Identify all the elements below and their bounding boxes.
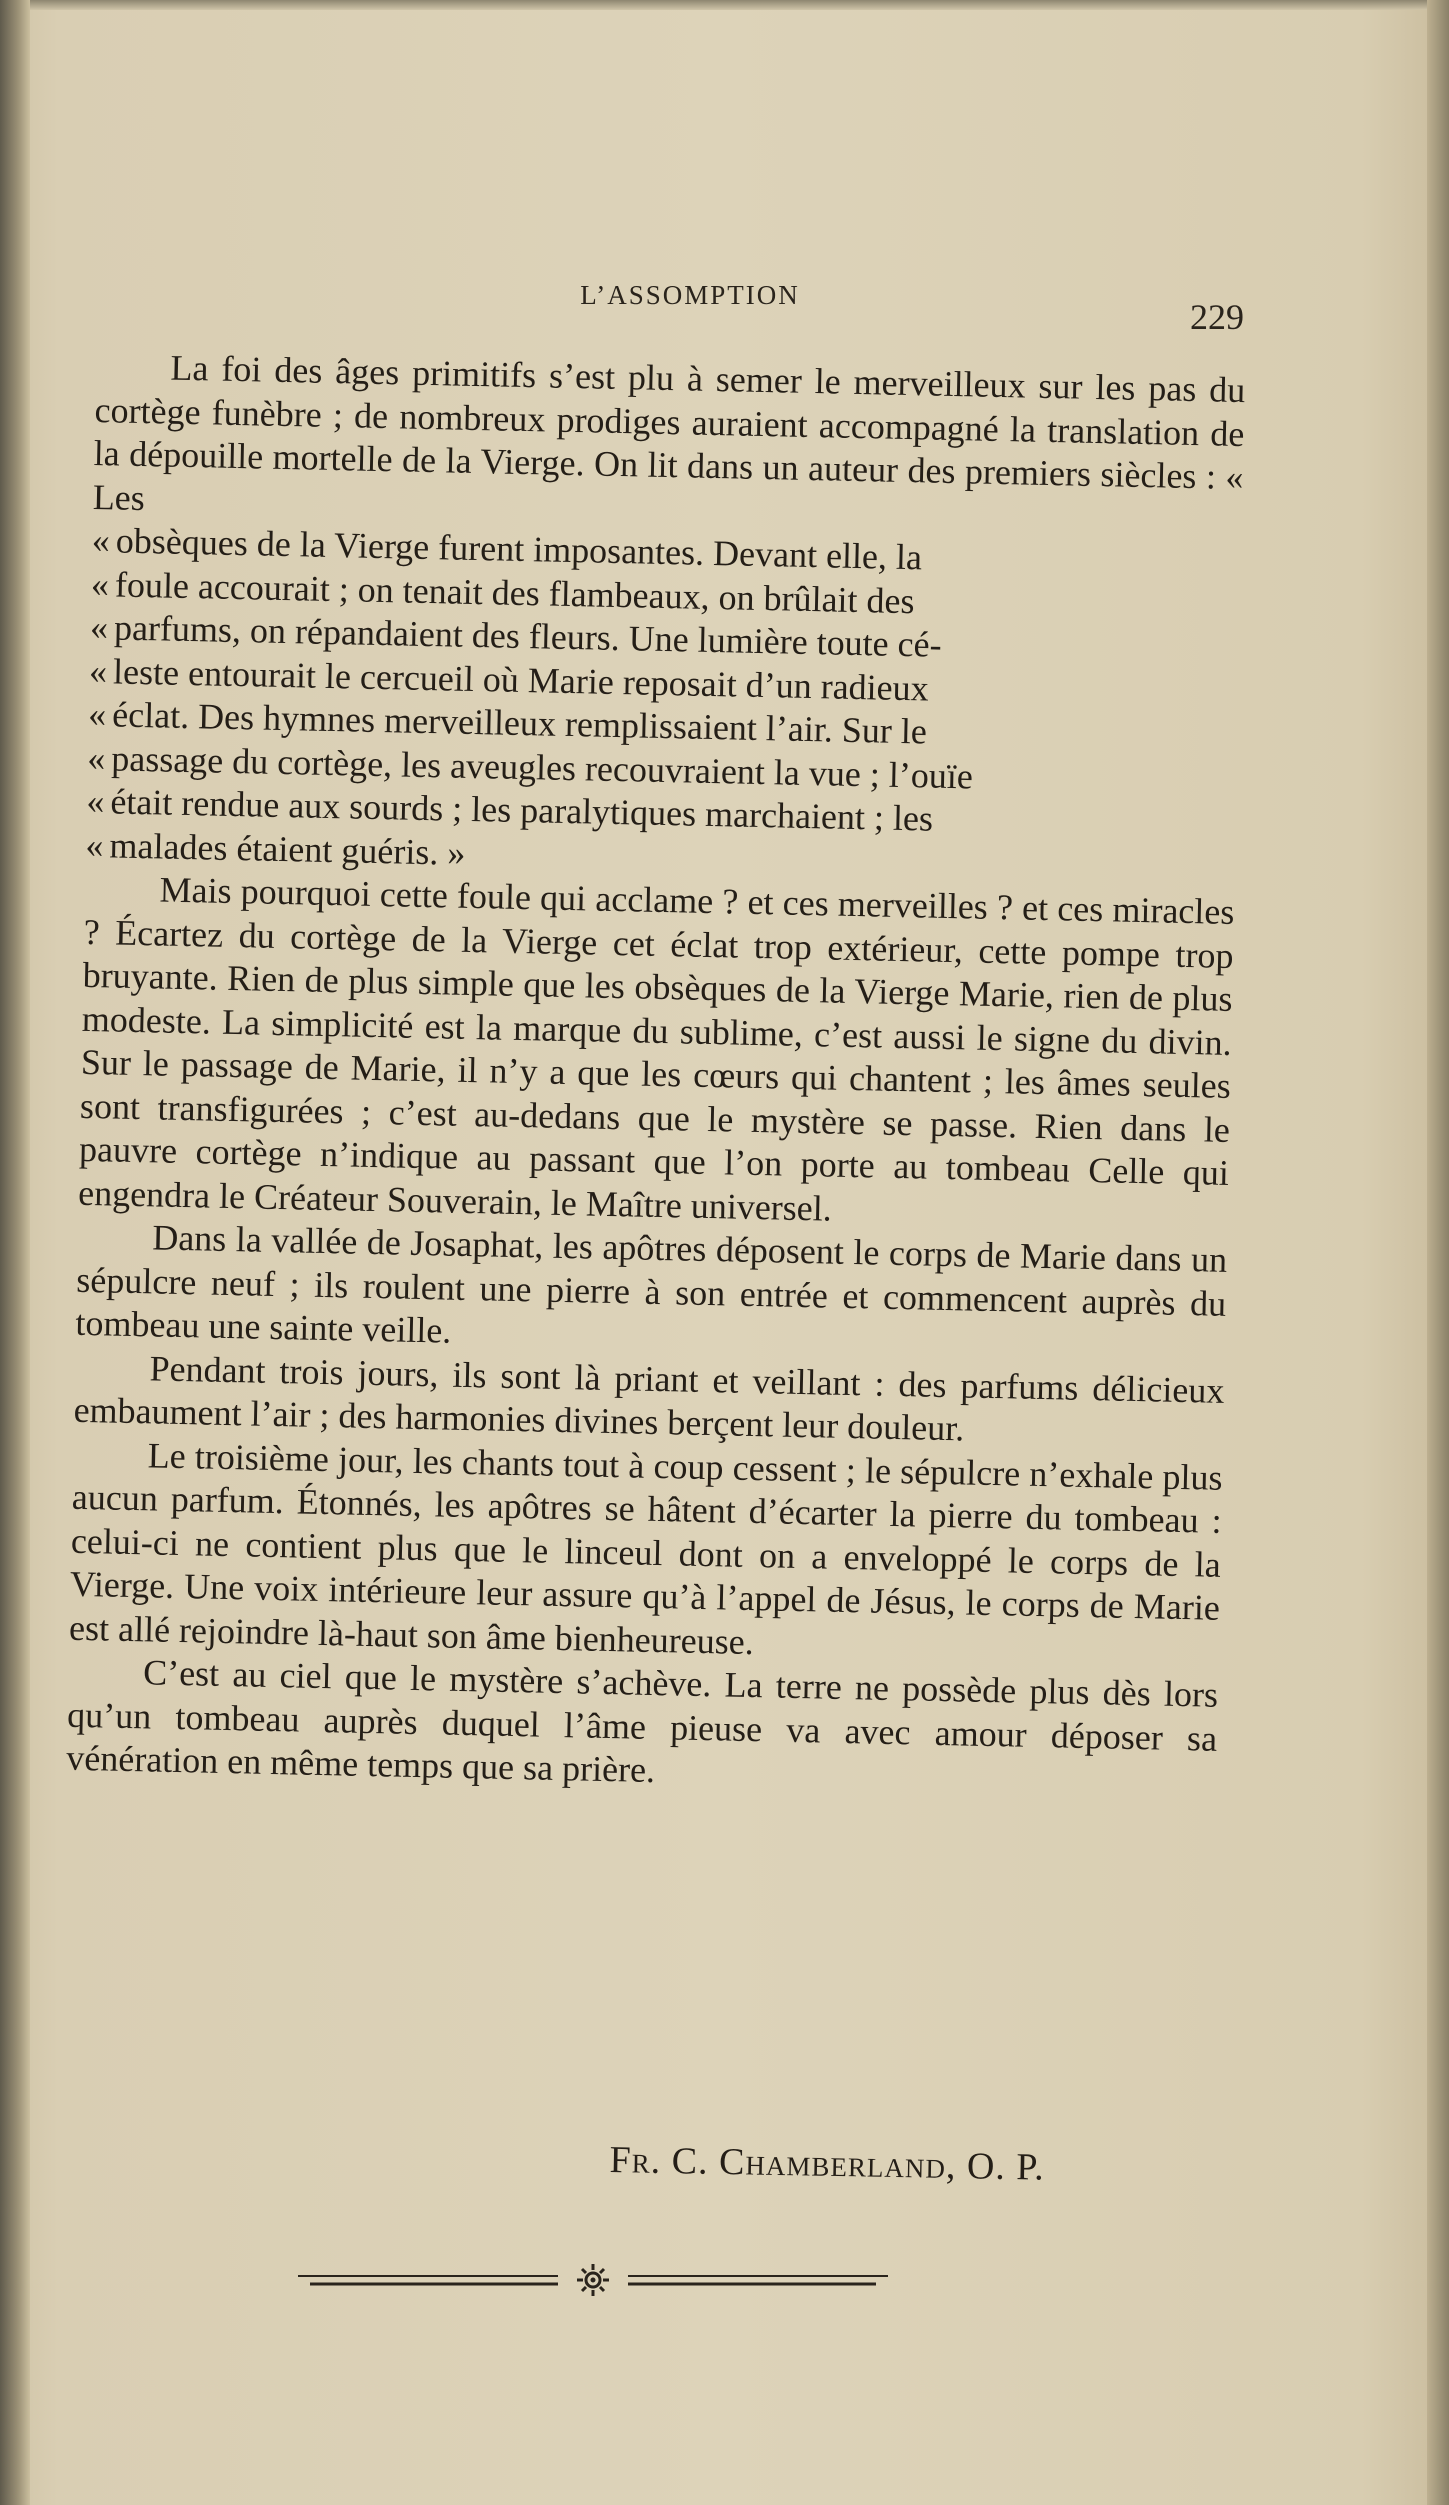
- paragraph-3: Dans la vallée de Josaphat, les apôtres déposent le corps de Marie dans un sépulcre neuf ; ils roulent une pierre à son entrée et commencent auprès du tombeau une sainte veille.: [75, 1217, 1228, 1351]
- article-body: [66, 345, 1246, 1804]
- quote-line: « leste entourait le cercueil où Marie reposait d’un radieux: [88, 650, 930, 709]
- paragraph-1-lead: La foi des âges primitifs s’est plu à semer le merveilleux sur les pas du cortège funèbre ; de nombreux prodiges auraient accompagné la translation de la dépouille mortelle de la Vierge. On lit dans un auteur des premiers siècles : « Les: [92, 347, 1246, 518]
- quote-line: « malades étaient guéris. »: [85, 824, 466, 873]
- page-number: 229: [1190, 297, 1244, 337]
- quote-line: « obsèques de la Vierge furent imposantes. Devant elle, la: [91, 519, 923, 578]
- running-title: L’ASSOMPTION: [580, 280, 800, 310]
- sunburst-ornament-icon: [298, 2262, 888, 2302]
- quote-line: « était rendue aux sourds ; les paralytiques marchaient ; les: [86, 780, 934, 839]
- quote-line: « parfums, on répandaient des fleurs. Une lumière toute cé-: [89, 606, 943, 665]
- paragraph-2: Mais pourquoi cette foule qui acclame ? et ces merveilles ? et ces miracles ? Écartez du cortège de la Vierge cet éclat trop extérieur, cette pompe trop bruyante. Rien de plus simple que les obsèques de la Vierge Marie, rien de plus modeste. La simplicité est la marque du sublime, c’est aussi le signe du divin. Sur le passage de Marie, il n’y a que les cœurs qui chantent ; les âmes seules sont transfigurées ; c’est au-dedans que le mystère se passe. Rien dans le pauvre cortège n’indique au passant que l’on porte au tombeau Celle qui engendra le Créateur Souverain, le Maître universel.: [77, 869, 1235, 1229]
- quote-line: « éclat. Des hymnes merveilleux remplissaient l’air. Sur le: [87, 693, 928, 752]
- author-signature: Fr. C. Chamberland, O. P.: [609, 2138, 1046, 2189]
- paragraph-5: Le troisième jour, les chants tout à coup cessent ; le sépulcre n’exhale plus aucun parfum. Étonnés, les apôtres se hâtent d’écarter la pierre du tombeau : celui-ci ne contient plus que le linceul dont on a enveloppé le corps de la Vierge. Une voix intérieure leur assure qu’à l’appel de Jésus, le corps de Marie est allé rejoindre là-haut son âme bienheureuse.: [68, 1434, 1223, 1662]
- paragraph-4: Pendant trois jours, ils sont là priant et veillant : des parfums délicieux embaument l’air ; des harmonies divines berçent leur douleur.: [73, 1347, 1225, 1449]
- quote-line: « passage du cortège, les aveugles recouvraient la vue ; l’ouïe: [86, 737, 974, 796]
- page-right-edge: [1427, 0, 1449, 2505]
- paragraph-6: C’est au ciel que le mystère s’achève. La terre ne possède plus dès lors qu’un tombeau auprès duquel l’âme pieuse va avec amour déposer sa vénération en même temps que sa prière.: [65, 1652, 1219, 1791]
- quote-line: « foule accourait ; on tenait des flambeaux, on brûlait des: [90, 563, 915, 621]
- page-top-edge: [0, 0, 1449, 10]
- paragraph-1: [85, 345, 1246, 891]
- book-spine-shadow: [0, 0, 30, 2505]
